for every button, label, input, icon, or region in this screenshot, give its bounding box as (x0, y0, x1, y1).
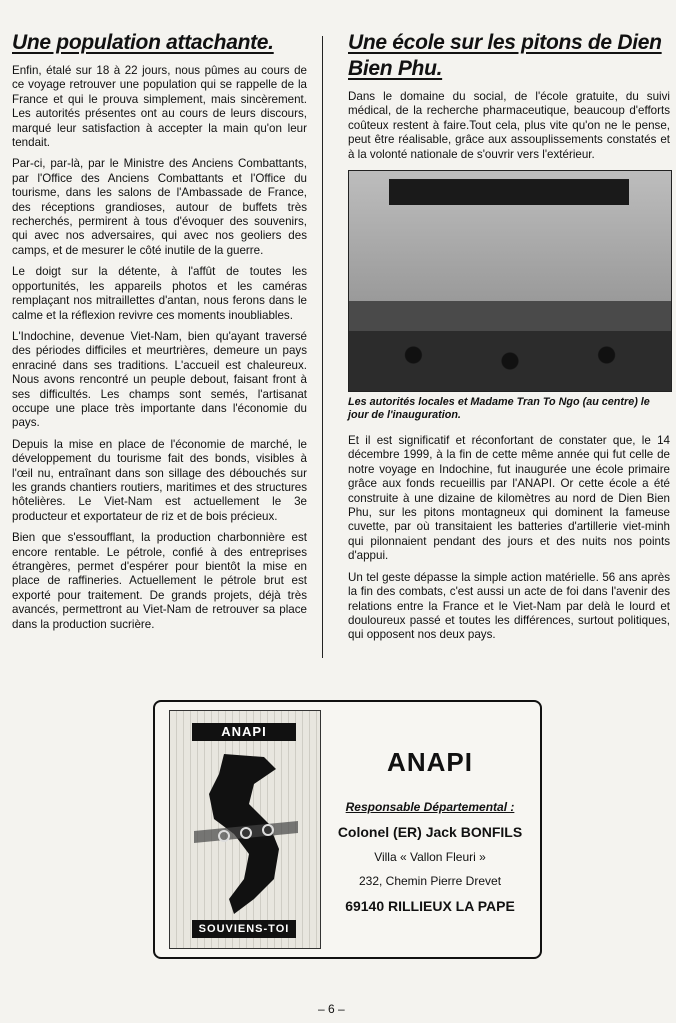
photo-crowd (349, 331, 671, 391)
left-paragraph-3: Le doigt sur la détente, à l'affût de toutes les opportunités, les appareils photos et les caméras remplaçant nos mitraillettes d'antan, nous ferons dans le calme et la réflexion revivre ces moments inoubliables. (12, 265, 307, 322)
ad-contact-block (335, 747, 525, 914)
page-number: – 6 – (318, 1002, 345, 1016)
left-paragraph-6: Bien que s'essoufflant, la production charbonnière est encore rentable. Le pétrole, confié à des entreprises étrangères, permet d'espérer pour bientôt la mise en place de raffineries. Actuellement le pétrole brut est exporté pour traitement. De grands projets, déjà très avancés, permettront au Viet-Nam de retrouver sa place dans la production sucrière. (12, 531, 307, 631)
right-paragraph-1: Et il est significatif et réconfortant de constater que, le 14 décembre 1999, à la fin de cette même année qui fut celle de notre voyage en Indochine, fut inaugurée une école primaire grâce aux fonds recueillis par l'ANAPI. Or cette école a été construite à une dizaine de kilomètres au nord de Dien Bien Phu, sur les pitons montagneux qui dominent la fameuse cuvette, par où transitaient les batteries d'artillerie viet-minh qui pilonnaient pendant des jours et des nuits nos points d'appui. (348, 434, 670, 563)
photo-caption: Les autorités locales et Madame Tran To Ngo (au centre) le jour de l'inauguration. (348, 396, 650, 422)
anapi-logo (169, 710, 321, 949)
logo-banner-bottom: SOUVIENS-TOI (192, 920, 296, 938)
left-column (12, 30, 307, 639)
right-column (348, 30, 670, 650)
photo-banner (389, 179, 629, 205)
inauguration-photo (348, 170, 672, 392)
left-article-title: Une population attachante. (12, 31, 274, 54)
right-paragraph-2: Un tel geste dépasse la simple action matérielle. 56 ans après la fin des combats, c'est aussi un acte de foi dans l'avenir des relations entre la France et le Viet-Nam par delà le lourd et douloureux passé et toutes les différences, surtout politiques, qui opposent nos deux pays. (348, 570, 670, 642)
left-paragraph-4: L'Indochine, devenue Viet-Nam, bien qu'ayant traversé des périodes difficiles et meurtrières, demeure un pays enraciné dans ses traditions. L'accueil est chaleureux. Nous avons rencontré un peuple debout, faisant front à ses difficultés. Les champs sont semés, l'artisanat occupe une place très importante dans l'économie du pays. (12, 329, 307, 430)
left-paragraph-5: Depuis la mise en place de l'économie de marché, le développement du tourisme fait des bonds, visibles à l'œil nu, entraînant dans son sillage des débouchés sur les grands chantiers routiers, maritimes et des structures hôtelières. Le Viet-Nam est actuellement le 3e producteur et exportateur de riz et de bois précieux. (12, 437, 307, 523)
ad-street: 232, Chemin Pierre Drevet (358, 874, 502, 888)
left-paragraph-2: Par-ci, par-là, par le Ministre des Anciens Combattants, par l'Office des Anciens Combattants et l'Office du tourisme, dans les salons de l'Ambassade de France, des réceptions grandioses, autour de buffets très recherchés, permirent à tous d'évoquer des souvenirs, qui avec nos adversaires, qui avec nos geoliers des camps, et de mesurer le côté inutile de la guerre. (12, 157, 307, 257)
ad-role: Responsable Départemental : (345, 800, 515, 814)
vietnam-map-icon (194, 749, 298, 919)
logo-banner-top: ANAPI (192, 723, 296, 741)
anapi-advertisement (153, 700, 542, 959)
right-intro-paragraph: Dans le domaine du social, de l'école gratuite, du suivi médical, de la recherche pharmaceutique, beaucoup d'efforts coûteux restent à faire.Tout cela, plus vite qu'on ne le pense, peut être réalisable, grâce aux assouplissements constatés et à la volonté nationale de s'ouvrir vers l'extérieur. (348, 90, 670, 161)
column-divider (322, 36, 323, 658)
ad-villa: Villa « Vallon Fleuri » (374, 850, 486, 864)
ad-city: 69140 RILLIEUX LA PAPE (345, 898, 515, 914)
ad-contact-name: Colonel (ER) Jack BONFILS (337, 824, 523, 840)
right-article-title: Une école sur les pitons de Dien Bien Phu. (348, 31, 662, 80)
ad-title: ANAPI (387, 747, 473, 777)
left-paragraph-1: Enfin, étalé sur 18 à 22 jours, nous pûmes au cours de ce voyage retrouver une population qui se rappelle de la France et qui le prouva simplement, mais sincèrement. Les autorités présentes ont au cours de leurs discours, marqué leur satisfaction à accepter la main qu'on leur tendait. (12, 64, 307, 150)
